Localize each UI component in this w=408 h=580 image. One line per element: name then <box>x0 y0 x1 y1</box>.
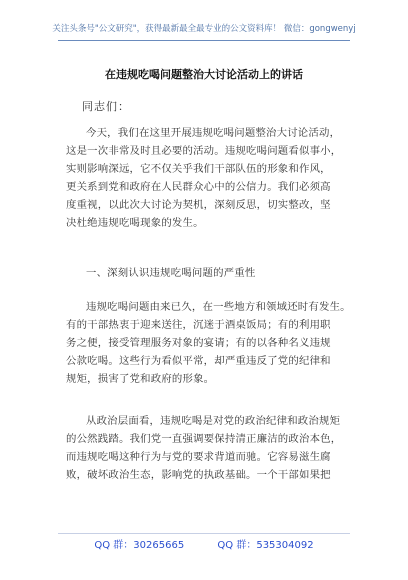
paragraph-line: 规矩，损害了党和政府的形象。 <box>66 373 215 385</box>
paragraph-line: 从政治层面看，违规吃喝是对党的政治纪律和政治规矩 <box>86 415 341 427</box>
footer-divider <box>58 533 350 534</box>
paragraph-line: 更关系到党和政府在人民群众心中的公信力。我们必须高 <box>66 181 331 193</box>
section-heading-1 <box>66 264 356 282</box>
document-title: 在违规吃喝问题整治大讨论活动上的讲话 <box>105 68 303 81</box>
paragraph-line: 败，破坏政治生态，影响党的执政基础。一个干部如果把 <box>66 469 331 481</box>
paragraph-line: 有的干部热衷于迎来送往，沉迷于酒桌饭局；有的利用职 <box>66 319 331 331</box>
paragraph-line: 务之便，接受管理服务对象的宴请；有的以各种名义违规 <box>66 337 331 349</box>
paragraph-1 <box>66 124 356 232</box>
paragraph-2 <box>66 298 356 388</box>
paragraph-line: 今天，我们在这里开展违规吃喝问题整治大讨论活动， <box>86 127 341 139</box>
header-note: 关注头条号"公文研究"，获得最新最全最专业的公文资料库！ 微信：gongwenyj <box>52 24 356 34</box>
footer-qq-group-2: QQ 群：535304092 <box>217 540 314 551</box>
paragraph-line: 实则影响深远，它不仅关乎我们干部队伍的形象和作风， <box>66 163 331 175</box>
salutation: 同志们： <box>82 100 130 113</box>
paragraph-line: 这是一次非常及时且必要的活动。违规吃喝问题看似事小， <box>66 145 342 157</box>
footer <box>0 536 408 551</box>
paragraph-line: 违规吃喝问题由来已久，在一些地方和领域还时有发生。 <box>86 301 351 313</box>
section-heading-text: 一、深刻认识违规吃喝问题的严重性 <box>86 267 256 279</box>
footer-qq-group-1: QQ 群：30265665 <box>94 540 185 551</box>
paragraph-line: 而违规吃喝这种行为与党的要求背道而驰。它容易滋生腐 <box>66 451 331 463</box>
paragraph-line: 公款吃喝。这些行为看似平常，却严重违反了党的纪律和 <box>66 355 331 367</box>
paragraph-line: 的公然践踏。我们党一直强调要保持清正廉洁的政治本色， <box>66 433 342 445</box>
header-divider <box>58 40 350 41</box>
paragraph-line: 决杜绝违规吃喝现象的发生。 <box>66 217 204 229</box>
paragraph-3 <box>66 412 356 484</box>
paragraph-line: 度重视，以此次大讨论为契机，深刻反思，切实整改，坚 <box>66 199 331 211</box>
